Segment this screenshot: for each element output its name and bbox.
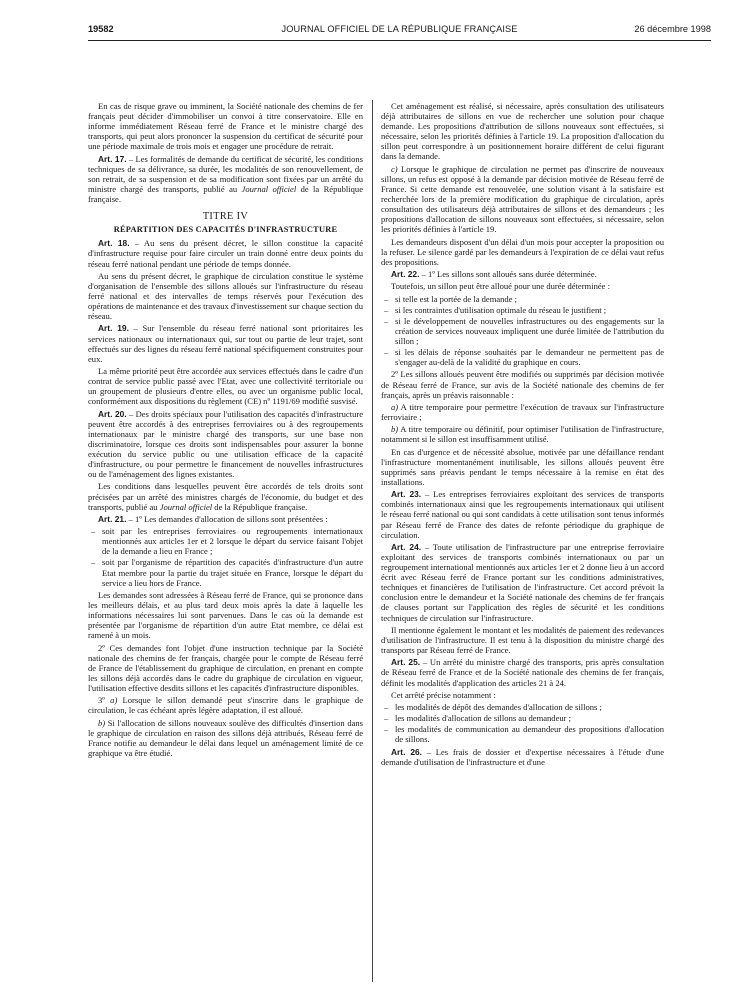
article-label: Art. 26. <box>391 746 423 757</box>
paragraph-mentionne: Il mentionne également le montant et les modalités de paiement des redevances d'utilisation de l'infrastructure. Il est tenu à la disposition du ministre chargé des transports par Réseau ferré de France. <box>381 624 664 656</box>
journal-reference: Journal officiel <box>241 183 297 194</box>
column-divider <box>372 100 373 982</box>
article-18: Art. 18. – Au sens du présent décret, le sillon constitue la capacité d'infrastructure requise pour faire circuler un train donné entre deux points du réseau ferré national pendant une période de temps donnée. <box>88 238 363 269</box>
article-label: Art. 25. <box>391 657 421 668</box>
list-item: – si les délais de réponse souhaités par le demandeur ne permettent pas de s'engager au-delà de la validité du graphique en cours. <box>395 347 664 367</box>
article-19: Art. 19. – Sur l'ensemble du réseau ferré national sont prioritaires les services nationaux ou internationaux qui, sur tout ou partie de leur trajet, sont effectués sur des lignes du réseau ferré national spécifiquement construites pour eux. <box>88 323 363 364</box>
paragraph-a: a) A titre temporaire pour permettre l'exécution de travaux sur l'infrastructure ferroviaire ; <box>381 401 664 423</box>
article-25: Art. 25. – Un arrêté du ministre chargé des transports, pris après consultation de Réseau ferré de France et de la Société nationale des chemins de fer français, définit les modalités d'application des articles 21 à 24. <box>381 657 664 688</box>
list-item: – les modalités d'allocation de sillons au demandeur ; <box>395 713 664 723</box>
paragraph-conditions: Les conditions dans lesquelles peuvent être accordés de tels droits sont précisées par un arrêté des ministres chargés de l'économie, du budget et des transports, publié au Journal officiel de la République française. <box>88 481 363 512</box>
article-label: Art. 18. <box>98 238 130 249</box>
paragraph-c: c) Lorsque le graphique de circulation ne permet pas d'inscrire de nouveaux sillons, un refus est opposé à la demande par décision motivée de Réseau ferré de France. Si cette demande est renouvelée, une solution visant à la satisfaire est recherchée lors de la première modification du graphique de circulation, après consultation des utilisateurs déjà attributaires de sillons et des demandeurs ; les propositions d'allocation de sillons nouveaux sont effectuées, si nécessaire, selon les priorités définies à l'article 19. <box>381 163 664 235</box>
section-heading: RÉPARTITION DES CAPACITÉS D'INFRASTRUCTURE <box>113 225 338 235</box>
list-item: – les modalités de communication au demandeur des propositions d'allocation de sillons. <box>395 724 664 744</box>
journal-reference: Journal officiel <box>159 501 213 512</box>
journal-title: JOURNAL OFFICIEL DE LA RÉPUBLIQUE FRANÇAISE <box>281 24 518 34</box>
article-label: Art. 21. <box>98 513 127 524</box>
list-item: – si le développement de nouvelles infrastructures ou des engagements sur la création de services nouveaux impliquent une durée limitée de l'attribution du sillon ; <box>395 316 664 346</box>
paragraph-priorite: La même priorité peut être accordée aux services effectués dans le cadre d'un contrat de service public passé avec l'Etat, avec une collectivité territoriale ou un groupement de plusieurs d'entre elles, ou avec un organisme public local, conformément aux dispositions du règlement (CE) nº 1191/69 modifié susvisé. <box>88 366 363 407</box>
paragraph-2o: 2º Les sillons alloués peuvent être modifiés ou supprimés par décision motivée de Réseau ferré de France, sur avis de la Société nationale des chemins de fer français, après un préavis raisonnable : <box>381 369 664 400</box>
article-label: Art. 17. <box>98 153 127 164</box>
paragraph-b: b) A titre temporaire ou définitif, pour optimiser l'utilisation de l'infrastructure, notamment si le sillon est insuffisamment utilisé. <box>381 424 664 445</box>
list-item: – si telle est la portée de la demande ; <box>395 294 664 304</box>
paragraph-3a: 3º a) Lorsque le sillon demandé peut s'inscrire dans le graphique de circulation, le cas échéant après légère adaptation, il est alloué. <box>88 695 363 716</box>
list-item: – les modalités de dépôt des demandes d'allocation de sillons ; <box>395 702 664 712</box>
article-22-list <box>381 294 664 368</box>
article-17: Art. 17. – Les formalités de demande du certificat de sécurité, les conditions techniques de sa délivrance, sa durée, les modalités de son renouvellement, de son retrait, de sa suspension et de sa modification sont fixées par un arrêté du ministre chargé des transports, publié au Journal officiel de la République française. <box>88 153 363 205</box>
article-25-list <box>381 702 664 744</box>
article-24: Art. 24. – Toute utilisation de l'infrastructure par une entreprise ferroviaire exploitant des services de transports combinés internationaux ou par un regroupement international mentionnés aux articles 1er et 2 donne lieu à un accord écrit avec Réseau ferré de France portant sur les conditions administratives, techniques et financières de l'utilisation de l'infrastructure. Cet accord prévoit la conclusion entre le demandeur et la Société nationale des chemins de fer français de clauses portant sur l'application des règles de sécurité et les conditions techniques de circulation sur l'infrastructure. <box>381 541 664 623</box>
header-rule <box>88 40 711 41</box>
paragraph-graphique: Au sens du présent décret, le graphique de circulation constitue le système d'organisation de l'ensemble des sillons alloués sur l'infrastructure du réseau ferré national et des intervalles de temps réservés pour l'exécution des opérations de maintenance et des travaux d'investissement sur chaque section du réseau. <box>88 270 363 322</box>
article-22: Art. 22. – 1º Les sillons sont alloués sans durée déterminée. <box>391 269 597 280</box>
article-label: Art. 19. <box>98 323 129 334</box>
page-number: 19582 <box>88 24 114 34</box>
titre-heading: TITRE IV <box>202 211 249 223</box>
paragraph-toutefois: Toutefois, un sillon peut être alloué pour une durée déterminée : <box>391 281 610 292</box>
paragraph-adressees: Les demandes sont adressées à Réseau ferré de France, qui se prononce dans les meilleurs délais, et au plus tard deux mois après la date à laquelle les informations nécessaires lui sont parvenues. Dans le cas où la demande est présentée par l'organisme de répartition d'un autre Etat membre, ce délai est ramené à un mois. <box>88 589 363 641</box>
paragraph-risque: En cas de risque grave ou imminent, la Société nationale des chemins de fer français peut décider d'immobiliser un convoi à titre conservatoire. Elle en informe immédiatement Réseau ferré de France et le ministre chargé des transports, qui peut alors prononcer la suspension du certificat de sécurité pour une période maximale de trois mois et engager une procédure de retrait. <box>88 101 363 152</box>
paragraph-amenagement: Cet aménagement est réalisé, si nécessaire, après consultation des utilisateurs déjà attributaires de sillons en vue de rechercher une solution pour chaque demande. Les propositions d'attribution de sillons nouveaux sont effectuées, si nécessaire, selon les priorités définies à l'article 19. La proposition d'allocation du sillon peut correspondre à un positionnement horaire différent de celui figurant dans la demande. <box>381 101 664 162</box>
article-26: Art. 26. – Les frais de dossier et d'expertise nécessaires à l'étude d'une demande d'utilisation de l'infrastructure et d'une <box>381 746 664 767</box>
list-item: – soit par l'organisme de répartition des capacités d'infrastructure d'un autre Etat membre pour la partie du trajet située en France, lorsque le départ du service a lieu hors de France. <box>102 557 363 587</box>
list-item: – si les contraintes d'utilisation optimale du réseau le justifient ; <box>395 305 664 315</box>
list-item: – soit par les entreprises ferroviaires ou regroupements internationaux mentionnés aux articles 1er et 2 lorsque le départ du service faisant l'objet de la demande a lieu en France ; <box>102 526 363 556</box>
article-23: Art. 23. – Les entreprises ferroviaires exploitant des services de transports combinés internationaux ainsi que les regroupements internationaux qui utilisent le réseau ferré national ou qui sont candidats à cette utilisation sont tenus informés par Réseau ferré de France des dates de refonte périodique du graphique de circulation. <box>381 489 664 540</box>
article-label: Art. 20. <box>98 408 127 419</box>
article-20: Art. 20. – Des droits spéciaux pour l'utilisation des capacités d'infrastructure peuvent être accordés à des entreprises ferroviaires ou à des regroupements internationaux par le ministre chargé des transports, sur une base non discriminatoire, lorsque ces droits sont indispensables pour assurer la bonne exécution du service public ou une utilisation efficace de la capacité d'infrastructure, ou pour permettre le financement de nouvelles infrastructures ou de l'aménagement des lignes existantes. <box>88 408 363 480</box>
article-21-list <box>88 526 363 588</box>
paragraph-3b: b) Si l'allocation de sillons nouveaux soulève des difficultés d'insertion dans le graphique de circulation en raison des sillons déjà attribués, Réseau ferré de France notifie au demandeur le délai dans lequel un aménagement limité de ce graphique va être étudié. <box>88 717 363 758</box>
paragraph-precise: Cet arrêté précise notamment : <box>391 689 496 700</box>
paragraph-2o: 2º Ces demandes font l'objet d'une instruction technique par la Société nationale des chemins de fer français, chargée pour le compte de Réseau ferré de France de l'établissement du graphique de circulation, en prenant en compte les sillons déjà accordés dans le cadre du graphique de circulation en vigueur, l'utilisation effective desdits sillons et les capacités d'infrastructure disponibles. <box>88 642 363 693</box>
right-column <box>381 101 664 769</box>
page-header <box>88 24 711 38</box>
article-21: Art. 21. – 1º Les demandes d'allocation de sillons sont présentées : <box>98 513 328 524</box>
article-label: Art. 24. <box>391 541 422 552</box>
article-label: Art. 23. <box>391 489 422 500</box>
paragraph-delai: Les demandeurs disposent d'un délai d'un mois pour accepter la proposition ou la refuser. Le silence gardé par les demandeurs à l'expiration de ce délai vaut refus des propositions. <box>381 236 664 267</box>
left-column <box>88 101 363 760</box>
article-label: Art. 22. <box>391 269 420 280</box>
paragraph-urgence: En cas d'urgence et de nécessité absolue, motivée par une défaillance rendant l'infrastructure momentanément inutilisable, les sillons alloués peuvent être supprimés sans préavis pendant le temps nécessaire à la remise en état des installations. <box>381 446 664 487</box>
issue-date: 26 décembre 1998 <box>634 24 711 34</box>
